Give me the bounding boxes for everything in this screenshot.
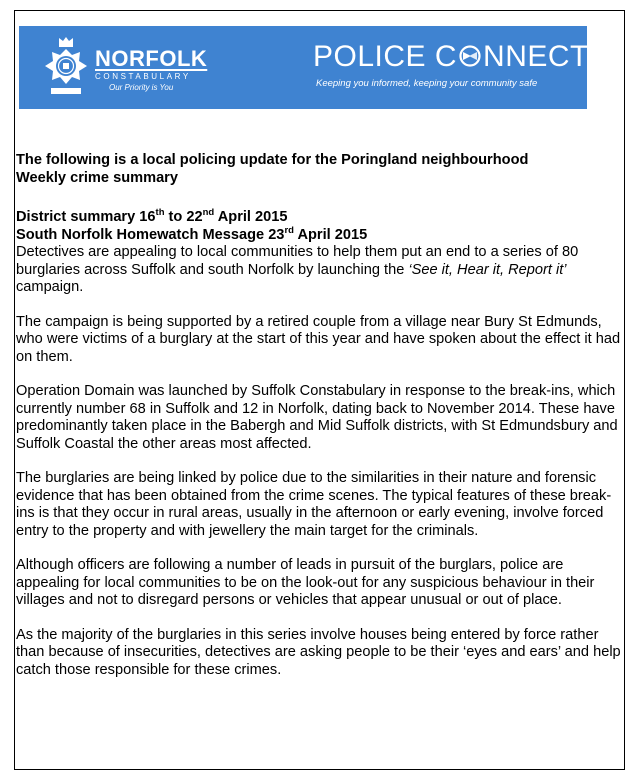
paragraph-4: The burglaries are being linked by police due to the similarities in their nature and forensic evidence that has been obtained from the crime scenes. The typical features of these break-ins is that they occur in rural areas, usually in the afternoon or early evening, involve forced entry to the property and with jewellery the main target for the criminals. — [16, 470, 612, 539]
district-heading-text: District summary 16 — [16, 209, 156, 225]
paragraph-1-end: campaign. — [16, 279, 84, 295]
title-part-1: POLICE C — [313, 40, 458, 73]
brand-subtitle: CONSTABULARY — [95, 72, 191, 81]
paragraph-6: As the majority of the burglaries in this series involve houses being entered by force rather than because of insecurities, detectives are asking people to be their ‘eyes and ears’ and help catch those responsible for these crimes. — [16, 626, 621, 678]
police-crest-icon — [43, 36, 89, 98]
intro-line-1: The following is a local policing update for the Poringland neighbourhood — [16, 152, 529, 168]
norfolk-logo — [95, 48, 207, 92]
district-sup-2: nd — [202, 207, 215, 218]
connect-arrows-icon — [458, 44, 482, 68]
brand-name: NORFOLK — [95, 46, 208, 71]
district-summary-heading — [16, 209, 622, 227]
district-sup-1: th — [155, 207, 165, 218]
paragraph-3: Operation Domain was launched by Suffolk Constabulary in response to the break-ins, which currently number 68 in Suffolk and 12 in Norfolk, dating back to November 2014. These have predominantly taken place in the Babergh and Mid Suffolk districts, with St Edmundsbury and Suffolk Coastal the other areas most affected. — [16, 383, 618, 452]
intro-line-2: Weekly crime summary — [16, 169, 178, 186]
paragraph-5: Although officers are following a number of leads in pursuit of the burglars, police are appealing for local communities to be on the look-out for any suspicious behaviour in their villages and not to disregard persons or vehicles that appear unusual or out of place. — [16, 557, 595, 608]
campaign-name: ‘See it, Hear it, Report it’ — [408, 261, 567, 278]
header-banner — [19, 26, 587, 109]
homewatch-heading-suffix: April 2015 — [293, 226, 368, 243]
police-connect-tagline: Keeping you informed, keeping your community safe — [316, 78, 538, 89]
document-body — [16, 152, 622, 679]
district-heading-suffix: April 2015 — [214, 209, 288, 225]
district-heading-middle: to 22 — [164, 209, 203, 225]
homewatch-heading — [16, 224, 622, 245]
paragraph-2: The campaign is being supported by a retired couple from a village near Bury St Edmunds, who were victims of a burglary at the start of this year and have spoken about the effect it had on them. — [16, 313, 621, 365]
paragraph-1-start: Detectives are appealing to local communities to help them put an end to a series of 80 burglaries across Suffolk and south Norfolk by launching the — [16, 244, 579, 278]
brand-tagline: Our Priority is You — [109, 83, 174, 92]
title-part-2: NNECT — [483, 40, 589, 73]
paragraph-1 — [16, 244, 622, 297]
homewatch-sup: rd — [284, 224, 294, 236]
police-connect-title — [313, 40, 589, 74]
homewatch-heading-text: South Norfolk Homewatch Message 23 — [16, 226, 285, 243]
